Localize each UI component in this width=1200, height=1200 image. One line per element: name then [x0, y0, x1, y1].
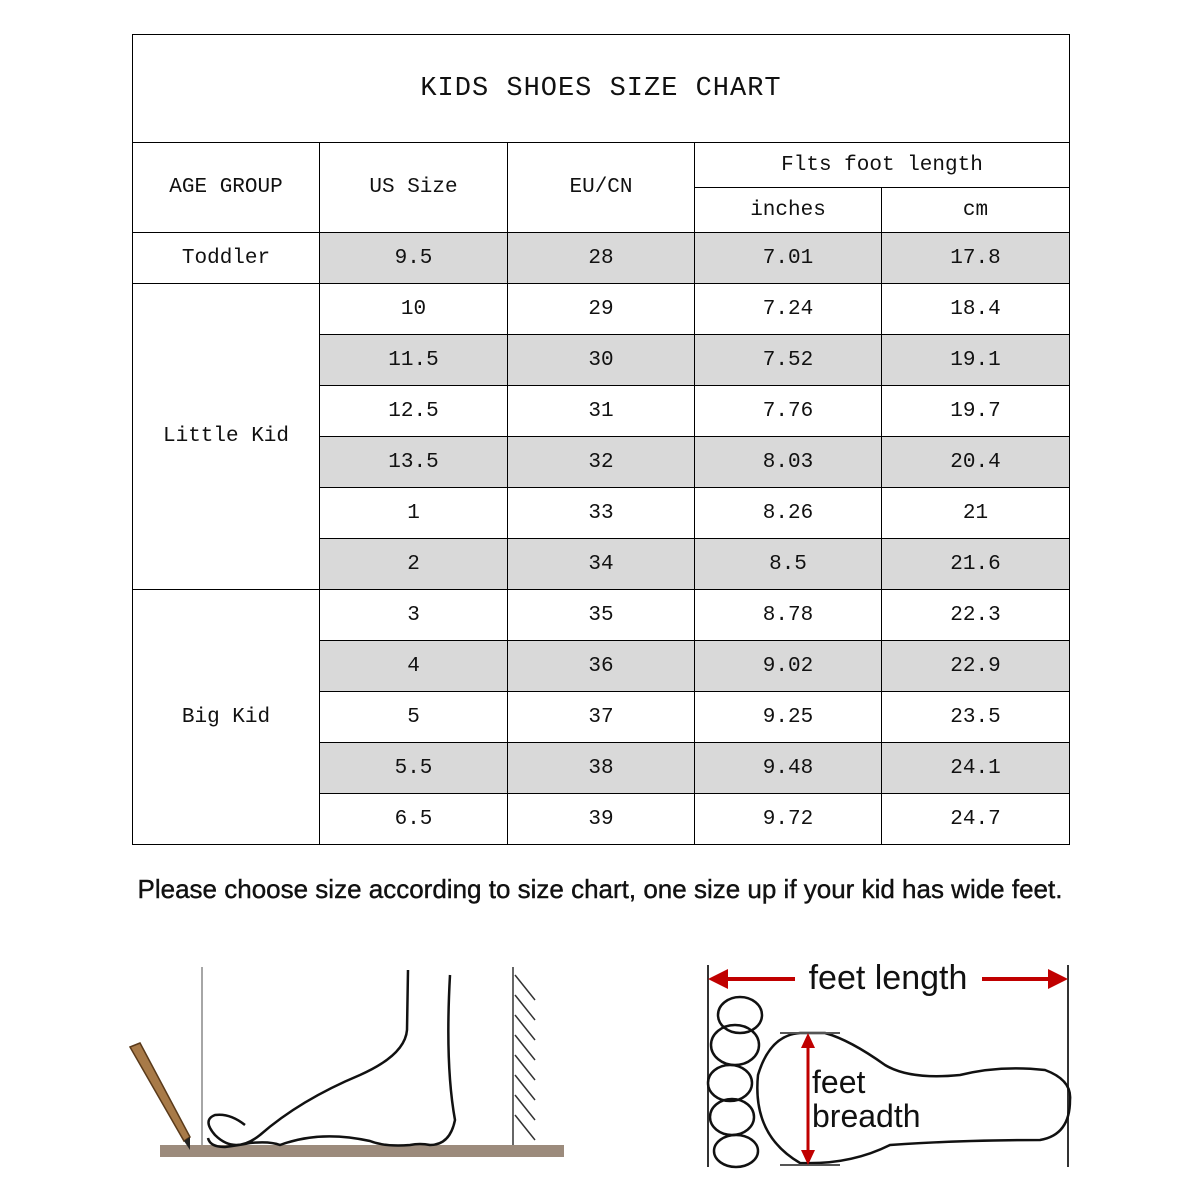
- us-size-cell: 6.5: [320, 794, 508, 845]
- eu-cn-cell: 28: [508, 233, 695, 284]
- header-us-size: US Size: [320, 143, 508, 233]
- toes: [708, 997, 762, 1167]
- table-row: [133, 233, 1070, 284]
- eu-cn-cell: 31: [508, 386, 695, 437]
- wall-hatch: [513, 967, 535, 1145]
- header-eu-cn: EU/CN: [508, 143, 695, 233]
- inches-cell: 7.76: [695, 386, 882, 437]
- us-size-cell: 5.5: [320, 743, 508, 794]
- eu-cn-cell: 33: [508, 488, 695, 539]
- age-group-cell: Big Kid: [133, 590, 320, 845]
- feet-breadth-label-2: breadth: [812, 1098, 921, 1134]
- us-size-cell: 5: [320, 692, 508, 743]
- us-size-cell: 3: [320, 590, 508, 641]
- us-size-cell: 11.5: [320, 335, 508, 386]
- eu-cn-cell: 38: [508, 743, 695, 794]
- cm-cell: 23.5: [882, 692, 1070, 743]
- us-size-cell: 12.5: [320, 386, 508, 437]
- pencil-icon: [130, 1043, 190, 1150]
- us-size-cell: 4: [320, 641, 508, 692]
- eu-cn-cell: 29: [508, 284, 695, 335]
- us-size-cell: 13.5: [320, 437, 508, 488]
- table-body: [133, 233, 1070, 845]
- size-chart-table: [132, 34, 1070, 845]
- age-group-cell: Toddler: [133, 233, 320, 284]
- cm-cell: 24.7: [882, 794, 1070, 845]
- table-row: [133, 284, 1070, 335]
- foot-outline: [208, 970, 455, 1147]
- us-size-cell: 10: [320, 284, 508, 335]
- eu-cn-cell: 32: [508, 437, 695, 488]
- cm-cell: 18.4: [882, 284, 1070, 335]
- us-size-cell: 9.5: [320, 233, 508, 284]
- header-foot-length: Flts foot length: [695, 143, 1070, 188]
- cm-cell: 20.4: [882, 437, 1070, 488]
- eu-cn-cell: 37: [508, 692, 695, 743]
- eu-cn-cell: 36: [508, 641, 695, 692]
- inches-cell: 9.02: [695, 641, 882, 692]
- foot-top-illustration: [700, 955, 1080, 1175]
- us-size-cell: 2: [320, 539, 508, 590]
- cm-cell: 22.3: [882, 590, 1070, 641]
- inches-cell: 7.01: [695, 233, 882, 284]
- inches-cell: 8.03: [695, 437, 882, 488]
- chart-title: KIDS SHOES SIZE CHART: [133, 35, 1070, 143]
- cm-cell: 24.1: [882, 743, 1070, 794]
- age-group-cell: Little Kid: [133, 284, 320, 590]
- header-cm: cm: [882, 188, 1070, 233]
- inches-cell: 7.24: [695, 284, 882, 335]
- foot-side-illustration: [120, 955, 580, 1170]
- cm-cell: 19.7: [882, 386, 1070, 437]
- eu-cn-cell: 35: [508, 590, 695, 641]
- inches-cell: 9.48: [695, 743, 882, 794]
- feet-length-label: feet length: [808, 959, 968, 997]
- header-inches: inches: [695, 188, 882, 233]
- inches-cell: 8.5: [695, 539, 882, 590]
- cm-cell: 21.6: [882, 539, 1070, 590]
- cm-cell: 17.8: [882, 233, 1070, 284]
- feet-breadth-label-1: feet: [812, 1064, 866, 1100]
- inches-cell: 8.26: [695, 488, 882, 539]
- inches-cell: 9.72: [695, 794, 882, 845]
- eu-cn-cell: 39: [508, 794, 695, 845]
- cm-cell: 22.9: [882, 641, 1070, 692]
- us-size-cell: 1: [320, 488, 508, 539]
- eu-cn-cell: 34: [508, 539, 695, 590]
- cm-cell: 21: [882, 488, 1070, 539]
- inches-cell: 9.25: [695, 692, 882, 743]
- cm-cell: 19.1: [882, 335, 1070, 386]
- table-row: [133, 590, 1070, 641]
- eu-cn-cell: 30: [508, 335, 695, 386]
- inches-cell: 7.52: [695, 335, 882, 386]
- inches-cell: 8.78: [695, 590, 882, 641]
- size-note: Please choose size according to size chart, one size up if your kid has wide feet.: [137, 874, 1063, 904]
- header-age-group: AGE GROUP: [133, 143, 320, 233]
